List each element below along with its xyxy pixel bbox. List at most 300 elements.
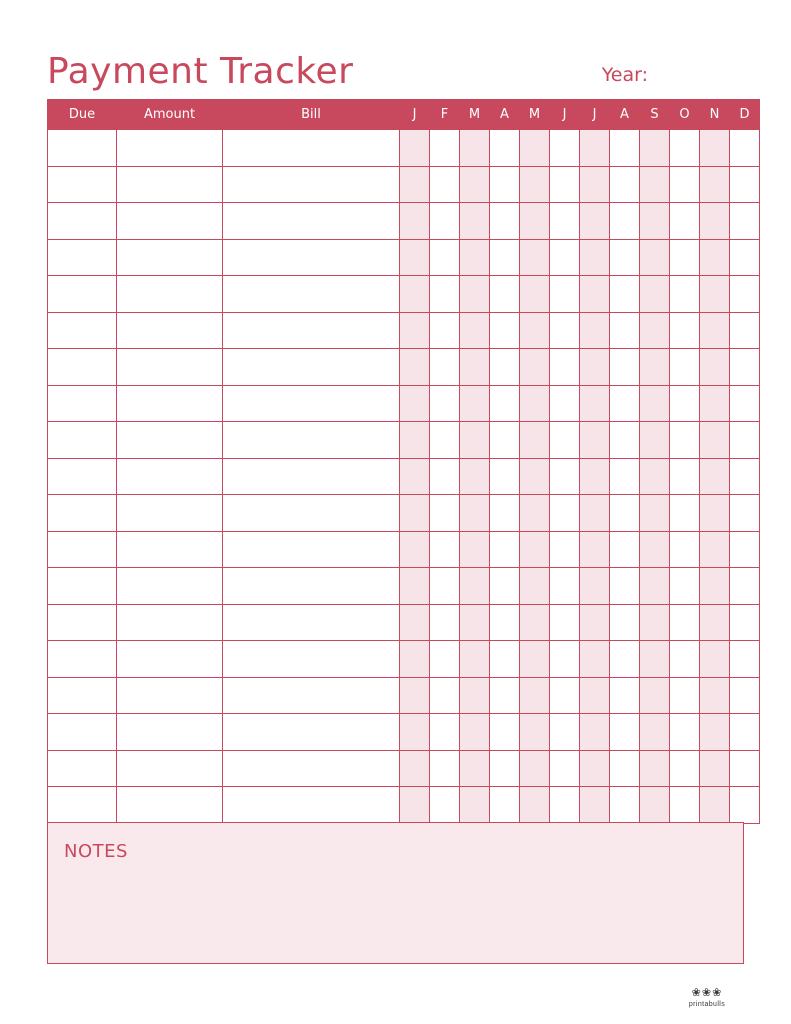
cell-month-aug[interactable] <box>610 312 640 349</box>
cell-month-nov[interactable] <box>700 641 730 678</box>
cell-month-dec[interactable] <box>730 495 760 532</box>
cell-month-dec[interactable] <box>730 203 760 240</box>
cell-month-apr[interactable] <box>490 641 520 678</box>
cell-month-jun[interactable] <box>550 349 580 386</box>
cell-month-sep[interactable] <box>640 677 670 714</box>
cell-month-jul[interactable] <box>580 422 610 459</box>
cell-month-sep[interactable] <box>640 385 670 422</box>
cell-month-feb[interactable] <box>430 750 460 787</box>
cell-amount[interactable] <box>117 641 223 678</box>
cell-month-sep[interactable] <box>640 604 670 641</box>
cell-month-feb[interactable] <box>430 787 460 824</box>
cell-month-oct[interactable] <box>670 531 700 568</box>
cell-month-feb[interactable] <box>430 604 460 641</box>
cell-month-mar[interactable] <box>460 385 490 422</box>
cell-month-jul[interactable] <box>580 677 610 714</box>
cell-due[interactable] <box>48 203 117 240</box>
cell-month-sep[interactable] <box>640 239 670 276</box>
cell-month-sep[interactable] <box>640 787 670 824</box>
cell-due[interactable] <box>48 312 117 349</box>
cell-month-may[interactable] <box>520 385 550 422</box>
cell-month-aug[interactable] <box>610 568 640 605</box>
cell-amount[interactable] <box>117 203 223 240</box>
cell-month-apr[interactable] <box>490 349 520 386</box>
cell-month-nov[interactable] <box>700 568 730 605</box>
table-row <box>48 422 760 459</box>
cell-month-may[interactable] <box>520 458 550 495</box>
cell-month-sep[interactable] <box>640 422 670 459</box>
cell-month-jul[interactable] <box>580 130 610 167</box>
cell-month-apr[interactable] <box>490 787 520 824</box>
cell-month-jun[interactable] <box>550 385 580 422</box>
cell-month-sep[interactable] <box>640 166 670 203</box>
cell-month-feb[interactable] <box>430 677 460 714</box>
cell-month-mar[interactable] <box>460 677 490 714</box>
cell-month-feb[interactable] <box>430 495 460 532</box>
cell-due[interactable] <box>48 787 117 824</box>
cell-amount[interactable] <box>117 677 223 714</box>
cell-month-apr[interactable] <box>490 239 520 276</box>
cell-month-sep[interactable] <box>640 458 670 495</box>
cell-month-nov[interactable] <box>700 750 730 787</box>
cell-month-oct[interactable] <box>670 787 700 824</box>
cell-month-nov[interactable] <box>700 349 730 386</box>
cell-bill[interactable] <box>223 130 400 167</box>
cell-month-may[interactable] <box>520 604 550 641</box>
cell-month-sep[interactable] <box>640 276 670 313</box>
cell-month-oct[interactable] <box>670 495 700 532</box>
cell-due[interactable] <box>48 239 117 276</box>
cell-month-may[interactable] <box>520 495 550 532</box>
table-row <box>48 312 760 349</box>
cell-month-aug[interactable] <box>610 531 640 568</box>
cell-amount[interactable] <box>117 714 223 751</box>
cell-month-oct[interactable] <box>670 604 700 641</box>
cell-bill[interactable] <box>223 714 400 751</box>
cell-month-jul[interactable] <box>580 531 610 568</box>
table-body <box>48 130 760 824</box>
cell-month-feb[interactable] <box>430 203 460 240</box>
cell-month-sep[interactable] <box>640 714 670 751</box>
cell-month-feb[interactable] <box>430 641 460 678</box>
cell-month-jun[interactable] <box>550 239 580 276</box>
cell-month-jan[interactable] <box>400 385 430 422</box>
cell-month-feb[interactable] <box>430 276 460 313</box>
cell-month-dec[interactable] <box>730 276 760 313</box>
table-row <box>48 568 760 605</box>
cell-month-jul[interactable] <box>580 239 610 276</box>
cell-month-jun[interactable] <box>550 641 580 678</box>
payment-tracker-table <box>47 99 760 824</box>
cell-month-feb[interactable] <box>430 239 460 276</box>
cell-month-oct[interactable] <box>670 641 700 678</box>
cell-month-sep[interactable] <box>640 641 670 678</box>
cell-month-dec[interactable] <box>730 641 760 678</box>
cell-month-aug[interactable] <box>610 239 640 276</box>
cell-month-mar[interactable] <box>460 458 490 495</box>
cell-month-may[interactable] <box>520 166 550 203</box>
cell-month-aug[interactable] <box>610 385 640 422</box>
cell-month-jun[interactable] <box>550 495 580 532</box>
cell-month-apr[interactable] <box>490 568 520 605</box>
cell-month-oct[interactable] <box>670 458 700 495</box>
cell-due[interactable] <box>48 677 117 714</box>
cell-bill[interactable] <box>223 385 400 422</box>
cell-month-jan[interactable] <box>400 495 430 532</box>
cell-month-jan[interactable] <box>400 312 430 349</box>
cell-month-apr[interactable] <box>490 531 520 568</box>
cell-month-jun[interactable] <box>550 604 580 641</box>
cell-bill[interactable] <box>223 641 400 678</box>
cell-month-jun[interactable] <box>550 714 580 751</box>
cell-amount[interactable] <box>117 130 223 167</box>
cell-amount[interactable] <box>117 495 223 532</box>
cell-month-may[interactable] <box>520 203 550 240</box>
cell-month-jun[interactable] <box>550 130 580 167</box>
cell-month-dec[interactable] <box>730 677 760 714</box>
cell-month-oct[interactable] <box>670 349 700 386</box>
cell-month-jan[interactable] <box>400 276 430 313</box>
cell-bill[interactable] <box>223 677 400 714</box>
cell-month-jun[interactable] <box>550 458 580 495</box>
cell-month-may[interactable] <box>520 349 550 386</box>
cell-bill[interactable] <box>223 239 400 276</box>
cell-month-jan[interactable] <box>400 604 430 641</box>
cell-month-jun[interactable] <box>550 166 580 203</box>
cell-month-feb[interactable] <box>430 130 460 167</box>
cell-due[interactable] <box>48 130 117 167</box>
cell-month-mar[interactable] <box>460 604 490 641</box>
cell-month-jan[interactable] <box>400 203 430 240</box>
cell-month-jan[interactable] <box>400 130 430 167</box>
table-row <box>48 531 760 568</box>
cell-month-mar[interactable] <box>460 130 490 167</box>
table-row <box>48 677 760 714</box>
cell-month-jul[interactable] <box>580 787 610 824</box>
cell-month-jun[interactable] <box>550 312 580 349</box>
cell-month-apr[interactable] <box>490 604 520 641</box>
cell-month-aug[interactable] <box>610 750 640 787</box>
cell-month-feb[interactable] <box>430 568 460 605</box>
cell-month-apr[interactable] <box>490 385 520 422</box>
cell-month-mar[interactable] <box>460 349 490 386</box>
cell-month-mar[interactable] <box>460 312 490 349</box>
table-row <box>48 787 760 824</box>
cell-month-may[interactable] <box>520 714 550 751</box>
cell-month-mar[interactable] <box>460 531 490 568</box>
cell-month-aug[interactable] <box>610 130 640 167</box>
cell-month-jan[interactable] <box>400 531 430 568</box>
cell-month-dec[interactable] <box>730 385 760 422</box>
cell-month-aug[interactable] <box>610 276 640 313</box>
cell-month-sep[interactable] <box>640 130 670 167</box>
cell-month-nov[interactable] <box>700 312 730 349</box>
cell-amount[interactable] <box>117 349 223 386</box>
cell-month-jul[interactable] <box>580 203 610 240</box>
cell-amount[interactable] <box>117 787 223 824</box>
cell-month-jul[interactable] <box>580 604 610 641</box>
cell-month-jul[interactable] <box>580 385 610 422</box>
cell-amount[interactable] <box>117 604 223 641</box>
table-row <box>48 349 760 386</box>
cell-amount[interactable] <box>117 312 223 349</box>
cell-month-sep[interactable] <box>640 568 670 605</box>
cell-amount[interactable] <box>117 422 223 459</box>
cell-month-jan[interactable] <box>400 239 430 276</box>
cell-month-jun[interactable] <box>550 787 580 824</box>
cell-month-oct[interactable] <box>670 130 700 167</box>
cell-month-mar[interactable] <box>460 787 490 824</box>
notes-box[interactable] <box>47 822 744 964</box>
cell-month-feb[interactable] <box>430 385 460 422</box>
cell-month-apr[interactable] <box>490 203 520 240</box>
cell-month-jun[interactable] <box>550 531 580 568</box>
cell-month-may[interactable] <box>520 130 550 167</box>
cell-due[interactable] <box>48 458 117 495</box>
cell-month-may[interactable] <box>520 239 550 276</box>
cell-month-mar[interactable] <box>460 714 490 751</box>
cell-month-jun[interactable] <box>550 677 580 714</box>
cell-month-nov[interactable] <box>700 677 730 714</box>
cell-month-aug[interactable] <box>610 677 640 714</box>
cell-month-jan[interactable] <box>400 641 430 678</box>
cell-month-dec[interactable] <box>730 422 760 459</box>
cell-month-nov[interactable] <box>700 203 730 240</box>
cell-month-oct[interactable] <box>670 239 700 276</box>
cell-month-sep[interactable] <box>640 203 670 240</box>
cell-month-jan[interactable] <box>400 568 430 605</box>
cell-amount[interactable] <box>117 385 223 422</box>
cell-month-apr[interactable] <box>490 130 520 167</box>
cell-due[interactable] <box>48 276 117 313</box>
cell-month-jul[interactable] <box>580 312 610 349</box>
cell-month-jul[interactable] <box>580 568 610 605</box>
cell-month-nov[interactable] <box>700 276 730 313</box>
cell-month-apr[interactable] <box>490 677 520 714</box>
cell-month-feb[interactable] <box>430 458 460 495</box>
cell-month-aug[interactable] <box>610 495 640 532</box>
cell-month-mar[interactable] <box>460 276 490 313</box>
cell-month-nov[interactable] <box>700 130 730 167</box>
cell-bill[interactable] <box>223 531 400 568</box>
cell-month-oct[interactable] <box>670 568 700 605</box>
cell-due[interactable] <box>48 750 117 787</box>
cell-month-oct[interactable] <box>670 714 700 751</box>
cell-month-jan[interactable] <box>400 349 430 386</box>
cell-month-nov[interactable] <box>700 604 730 641</box>
cell-due[interactable] <box>48 385 117 422</box>
cell-month-mar[interactable] <box>460 641 490 678</box>
cell-bill[interactable] <box>223 422 400 459</box>
cell-month-sep[interactable] <box>640 349 670 386</box>
cell-month-aug[interactable] <box>610 166 640 203</box>
cell-month-sep[interactable] <box>640 495 670 532</box>
cell-month-feb[interactable] <box>430 714 460 751</box>
cell-month-oct[interactable] <box>670 203 700 240</box>
cell-month-aug[interactable] <box>610 641 640 678</box>
cell-month-aug[interactable] <box>610 714 640 751</box>
cell-month-aug[interactable] <box>610 349 640 386</box>
cell-month-jan[interactable] <box>400 677 430 714</box>
cell-month-jul[interactable] <box>580 276 610 313</box>
cell-amount[interactable] <box>117 239 223 276</box>
cell-bill[interactable] <box>223 312 400 349</box>
cell-month-nov[interactable] <box>700 531 730 568</box>
cell-month-dec[interactable] <box>730 312 760 349</box>
cell-month-apr[interactable] <box>490 495 520 532</box>
cell-month-mar[interactable] <box>460 203 490 240</box>
cell-month-apr[interactable] <box>490 276 520 313</box>
cell-bill[interactable] <box>223 203 400 240</box>
cell-month-mar[interactable] <box>460 239 490 276</box>
cell-month-oct[interactable] <box>670 677 700 714</box>
cell-month-apr[interactable] <box>490 166 520 203</box>
cell-month-jul[interactable] <box>580 495 610 532</box>
cell-month-may[interactable] <box>520 641 550 678</box>
cell-month-mar[interactable] <box>460 568 490 605</box>
cell-bill[interactable] <box>223 276 400 313</box>
cell-month-feb[interactable] <box>430 422 460 459</box>
cell-month-jan[interactable] <box>400 714 430 751</box>
cell-month-jun[interactable] <box>550 422 580 459</box>
cell-month-nov[interactable] <box>700 385 730 422</box>
cell-month-jan[interactable] <box>400 750 430 787</box>
cell-month-mar[interactable] <box>460 166 490 203</box>
cell-month-nov[interactable] <box>700 422 730 459</box>
cell-month-jun[interactable] <box>550 568 580 605</box>
cell-month-oct[interactable] <box>670 276 700 313</box>
cell-month-jun[interactable] <box>550 750 580 787</box>
cell-bill[interactable] <box>223 166 400 203</box>
table-row <box>48 714 760 751</box>
cell-month-may[interactable] <box>520 750 550 787</box>
cell-due[interactable] <box>48 604 117 641</box>
cell-month-dec[interactable] <box>730 714 760 751</box>
cell-month-jun[interactable] <box>550 276 580 313</box>
brand-footer <box>667 988 747 1008</box>
cell-due[interactable] <box>48 166 117 203</box>
cell-bill[interactable] <box>223 750 400 787</box>
cell-month-jul[interactable] <box>580 166 610 203</box>
cell-month-jul[interactable] <box>580 750 610 787</box>
cell-month-dec[interactable] <box>730 130 760 167</box>
cell-month-aug[interactable] <box>610 787 640 824</box>
cell-month-jul[interactable] <box>580 641 610 678</box>
cell-month-dec[interactable] <box>730 750 760 787</box>
cell-month-feb[interactable] <box>430 531 460 568</box>
cell-month-dec[interactable] <box>730 787 760 824</box>
cell-due[interactable] <box>48 422 117 459</box>
cell-month-dec[interactable] <box>730 349 760 386</box>
cell-month-jul[interactable] <box>580 714 610 751</box>
cell-month-jan[interactable] <box>400 787 430 824</box>
cell-month-jul[interactable] <box>580 349 610 386</box>
cell-month-nov[interactable] <box>700 166 730 203</box>
cell-month-dec[interactable] <box>730 458 760 495</box>
cell-month-apr[interactable] <box>490 750 520 787</box>
cell-bill[interactable] <box>223 604 400 641</box>
cell-month-dec[interactable] <box>730 568 760 605</box>
cell-month-oct[interactable] <box>670 750 700 787</box>
cell-month-aug[interactable] <box>610 604 640 641</box>
cell-month-apr[interactable] <box>490 714 520 751</box>
cell-month-feb[interactable] <box>430 166 460 203</box>
cell-month-nov[interactable] <box>700 495 730 532</box>
cell-bill[interactable] <box>223 495 400 532</box>
cell-month-nov[interactable] <box>700 239 730 276</box>
cell-month-nov[interactable] <box>700 787 730 824</box>
cell-month-dec[interactable] <box>730 604 760 641</box>
cell-due[interactable] <box>48 568 117 605</box>
cell-month-nov[interactable] <box>700 458 730 495</box>
cell-bill[interactable] <box>223 568 400 605</box>
cell-month-aug[interactable] <box>610 203 640 240</box>
cell-bill[interactable] <box>223 349 400 386</box>
cell-month-feb[interactable] <box>430 349 460 386</box>
cell-month-sep[interactable] <box>640 312 670 349</box>
cell-month-aug[interactable] <box>610 422 640 459</box>
cell-bill[interactable] <box>223 787 400 824</box>
cell-month-feb[interactable] <box>430 312 460 349</box>
cell-month-may[interactable] <box>520 677 550 714</box>
cell-month-jan[interactable] <box>400 458 430 495</box>
cell-month-oct[interactable] <box>670 166 700 203</box>
cell-month-jun[interactable] <box>550 203 580 240</box>
cell-month-apr[interactable] <box>490 422 520 459</box>
cell-month-dec[interactable] <box>730 239 760 276</box>
cell-due[interactable] <box>48 495 117 532</box>
cell-month-jan[interactable] <box>400 166 430 203</box>
cell-month-apr[interactable] <box>490 312 520 349</box>
table-row <box>48 641 760 678</box>
cell-due[interactable] <box>48 349 117 386</box>
cell-due[interactable] <box>48 714 117 751</box>
cell-month-jul[interactable] <box>580 458 610 495</box>
cell-month-may[interactable] <box>520 312 550 349</box>
cell-amount[interactable] <box>117 166 223 203</box>
cell-due[interactable] <box>48 531 117 568</box>
column-header-month-jul: J <box>580 100 610 130</box>
cell-month-aug[interactable] <box>610 458 640 495</box>
cell-amount[interactable] <box>117 458 223 495</box>
cell-month-dec[interactable] <box>730 531 760 568</box>
cell-amount[interactable] <box>117 568 223 605</box>
cell-month-oct[interactable] <box>670 422 700 459</box>
cell-month-nov[interactable] <box>700 714 730 751</box>
cell-due[interactable] <box>48 641 117 678</box>
cell-month-jan[interactable] <box>400 422 430 459</box>
cell-month-mar[interactable] <box>460 422 490 459</box>
cell-month-may[interactable] <box>520 531 550 568</box>
cell-month-may[interactable] <box>520 787 550 824</box>
cell-bill[interactable] <box>223 458 400 495</box>
year-field-label[interactable]: Year: <box>601 64 648 86</box>
cell-amount[interactable] <box>117 750 223 787</box>
cell-month-mar[interactable] <box>460 750 490 787</box>
cell-month-sep[interactable] <box>640 750 670 787</box>
cell-month-oct[interactable] <box>670 385 700 422</box>
cell-month-mar[interactable] <box>460 495 490 532</box>
cell-amount[interactable] <box>117 531 223 568</box>
cell-month-apr[interactable] <box>490 458 520 495</box>
cell-month-may[interactable] <box>520 422 550 459</box>
cell-month-dec[interactable] <box>730 166 760 203</box>
cell-amount[interactable] <box>117 276 223 313</box>
cell-month-oct[interactable] <box>670 312 700 349</box>
cell-month-may[interactable] <box>520 276 550 313</box>
cell-month-sep[interactable] <box>640 531 670 568</box>
cell-month-may[interactable] <box>520 568 550 605</box>
